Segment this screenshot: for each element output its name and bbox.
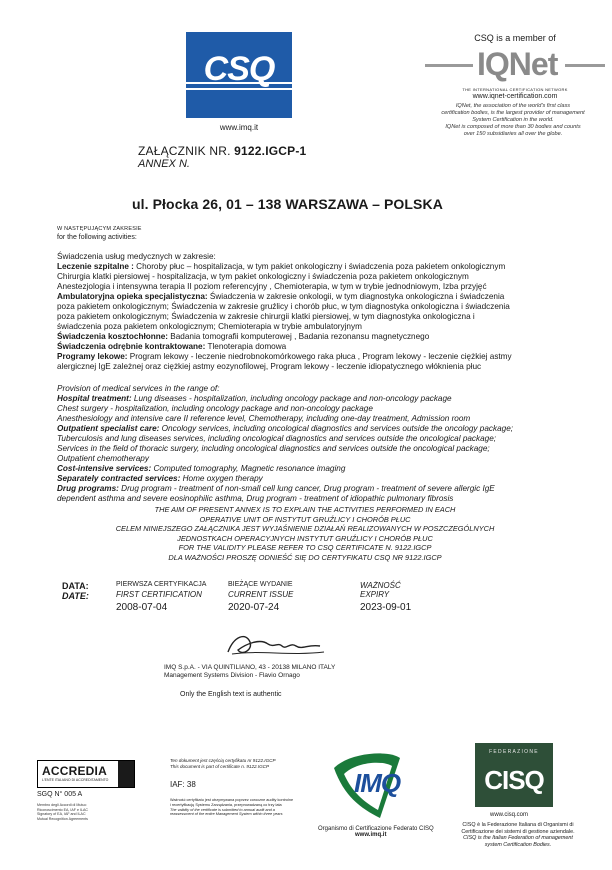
validity-line: Ważność certyfikatu jest utrzymywana poprzez coroczne audity kontrolne (170, 798, 294, 802)
activity-text: alergicznej IgE zależnej oraz ciężkiej astmy eozynofilowej, Program lekowy - leczenie idiopatycznego włóknienia płuc (57, 362, 482, 371)
csq-logo-text: CSQ (203, 50, 275, 88)
expiry-label-pl: WAŻNOŚĆ (360, 581, 401, 590)
csq-logo (186, 32, 292, 118)
validity-line: The validity of the certificate is submitted to annual audit and a (170, 807, 275, 812)
cisq-description (448, 822, 588, 848)
annex-label-pl: ZAŁĄCZNIK NR. (138, 144, 231, 158)
activity-line (57, 292, 557, 302)
activity-line (57, 434, 557, 444)
activity-text: Outpatient chemotherapy (57, 454, 149, 463)
activity-category: Drug programs: (57, 484, 119, 493)
expiry-date: 2023-09-01 (360, 602, 412, 613)
activity-line (57, 384, 557, 394)
activity-category: Separately contracted services: (57, 474, 181, 483)
activity-category: Ambulatoryjna opieka specjalistyczna: (57, 292, 208, 301)
mla-line: Membro degli Accordi di Mutuo (37, 803, 87, 807)
date-label-pl: DATA: (62, 581, 89, 591)
activity-category: Hospital treatment: (57, 394, 132, 403)
statement-line: OPERATIVE UNIT OF INSTYTUT GRUŹLICY I CHORÓB PŁUC (199, 514, 411, 524)
activity-text: Świadczenia w zakresie onkologii, w tym diagnostyka onkologiczna i świadczenia (207, 292, 505, 301)
activity-line (57, 404, 557, 414)
current-issue-date: 2020-07-24 (228, 602, 280, 613)
activity-text: poza pakietem onkologicznym; Świadczenia w zakresie chirurgii klatki piersiowej, w tym diagnostyka onkologiczna i (57, 312, 475, 321)
annex-label-en: ANNEX N. (138, 158, 190, 170)
activity-text: Tlenoterapia domowa (205, 342, 287, 351)
activity-category: Cost-intensive services: (57, 464, 152, 473)
iqnet-logo-text: IQNet (477, 46, 558, 82)
iqnet-desc-line: over 150 subsidiaries all over the globe. (463, 131, 563, 137)
activity-line (57, 322, 557, 332)
doc-note-pl: Ten dokument jest częścią certyfikatu nr 9122.IGCP (170, 758, 276, 763)
activity-category: Świadczenia odrębnie kontraktowane: (57, 342, 206, 351)
iqnet-desc-line: System Certification in the world. (472, 117, 554, 123)
date-label-en: DATE: (62, 591, 89, 601)
activity-text: Services in the field of thoracic surgery, including oncological diagnostics and services outside the oncological package; (57, 444, 490, 453)
iqnet-network: THE INTERNATIONAL CERTIFICATION NETWORK (462, 87, 568, 92)
imq-division: Management Systems Division - Flavio Ornago (164, 672, 300, 679)
mla-text (37, 803, 117, 821)
cisq-url: www.cisq.com (490, 812, 529, 818)
activity-category: Programy lekowe: (57, 352, 128, 361)
authentic-note: Only the English text is authentic (180, 691, 282, 698)
statement-line: DLA WAŻNOŚCI PROSZĘ ODNIEŚĆ SIĘ DO CERTYFIKATU CSQ NR 9122.IGCP (168, 553, 442, 562)
activity-text: Program lekowy - leczenie niedrobnokomórkowego raka płuca , Program lekowy - leczenie ciężkiej astmy (127, 352, 512, 361)
imq-logo-text: IMQ (354, 768, 401, 798)
iqnet-desc-line: certification bodies, is the largest provider of management (441, 110, 585, 116)
validity-line: i recertyfikację Systemu Zarządzania, przeprowadzaną co trzy lata (170, 802, 282, 807)
activity-line (57, 332, 557, 342)
activity-line (57, 262, 557, 272)
activity-line (57, 362, 557, 372)
activity-category: Outpatient specialist care: (57, 424, 160, 433)
activity-text: Badania tomografii komputerowej , Badania rezonansu magnetycznego (168, 332, 430, 341)
cisq-desc-line: CISQ is the Italian Federation of management (463, 835, 573, 842)
activity-text: Anesthesiology and intensive care II reference level, Chemotherapy, including one-day treatment, Admission room (57, 414, 471, 423)
validity-line: reassessment of the entire Management System within three years (170, 812, 283, 817)
activity-category: Świadczenia kosztochłonne: (57, 332, 169, 341)
activity-line (57, 282, 557, 292)
activity-text: Lung diseases - hospitalization, including oncology package and non-oncology package (131, 394, 452, 403)
iqnet-url: www.iqnet-certification.com (472, 93, 558, 100)
activity-text: Computed tomography, Magnetic resonance imaging (151, 464, 346, 473)
document-note (170, 758, 330, 770)
activity-line (57, 352, 557, 362)
first-certification-label-en: FIRST CERTIFICATION (116, 590, 202, 599)
activity-line (57, 272, 557, 282)
cisq-logo-text: CISQ (484, 765, 544, 795)
activity-text: Chirurgia klatki piersiowej - hospitalizacja, w tym pakiet onkologiczny i świadczenia poza pakietem onkologicznym (57, 272, 469, 281)
activity-line (57, 394, 557, 404)
mla-line: Mutual Recognition Agreements (37, 816, 88, 821)
activity-line (57, 484, 557, 494)
current-issue-label-pl: BIEŻĄCE WYDANIE (228, 581, 293, 588)
intro-en: for the following activities: (57, 234, 137, 241)
activity-text: Choroby płuc – hospitalizacja, w tym pakiet onkologiczny i świadczenia poza pakietem onkologicznym (133, 262, 506, 271)
imq-url-footer: www.imq.it (355, 832, 387, 838)
imq-org: Organismo di Certificazione Federato CISQ (318, 826, 434, 832)
imq-logo (330, 748, 440, 822)
accredia-mark-icon (118, 761, 134, 787)
cisq-desc-line: system Certification Bodies. (484, 841, 552, 848)
activity-line (57, 302, 557, 312)
activity-text: Tuberculosis and lung diseases services, including oncological diagnostics and services outside the oncological package; (57, 434, 497, 443)
activity-text: Anestezjologia i intensywna terapia II poziom referencyjny , Chemioterapia, w tym w trybie jednodniowym, Izba przyjęć (57, 282, 487, 291)
accredia-logo (37, 760, 135, 788)
activity-category: Leczenie szpitalne : (57, 262, 134, 271)
iqnet-member-text: CSQ is a member of (474, 33, 556, 43)
imq-address: IMQ S.p.A. - VIA QUINTILIANO, 43 - 20138 MILANO ITALY (164, 664, 336, 671)
cisq-desc-line: Certificazione dei sistemi di gestione aziendale. (461, 828, 575, 835)
annex-number: 9122.IGCP-1 (234, 144, 307, 158)
statement-line: FOR THE VALIDITY PLEASE REFER TO CSQ CERTIFICATE N. 9122.IGCP (178, 543, 432, 553)
accredia-sub: L'ENTE ITALIANO DI ACCREDITAMENTO (42, 778, 109, 782)
annex-title (138, 144, 306, 158)
activity-text: Drug program - treatment of non-small cell lung cancer, Drug program - treatment of severe allergic IgE (118, 484, 495, 493)
activity-line (57, 444, 557, 454)
activity-line (57, 454, 557, 464)
iaf-code: IAF: 38 (170, 780, 196, 789)
activity-line (57, 494, 557, 504)
activity-text: dependent asthma and severe eosinophilic asthma, Drug program - treatment of idiopathic pulmonary fibrosis (57, 494, 454, 503)
cisq-desc-line: CISQ è la Federazione Italiana di Organismi di (462, 822, 574, 828)
current-issue-label-en: CURRENT ISSUE (228, 590, 294, 599)
iqnet-desc-line: IQNet, the association of the world's first class (455, 103, 571, 109)
sgq-number: SGQ N° 005 A (37, 791, 83, 798)
iqnet-desc-line: IQNet is composed of more than 30 bodies and counts (445, 124, 581, 130)
first-certification-label-pl: PIERWSZA CERTYFIKACJA (116, 581, 207, 588)
statement-line: JEDNOSTKACH OPERACYJNYCH INSTYTUT GRUŹLICY I CHORÓB PŁUC (177, 533, 433, 543)
activity-text: Home oxygen therapy (180, 474, 263, 483)
imq-url: www.imq.it (219, 123, 259, 132)
mla-line: Signatory of EA, IAF and ILAC (37, 812, 86, 817)
activity-text: Oncology services, including oncological diagnostics and services outside the oncology package; (159, 424, 514, 433)
accredia-name: ACCREDIA (42, 764, 107, 778)
activity-text: poza pakietem onkologicznym; Świadczenia w zakresie gruźlicy i chorób płuc, w tym diagnostyka onkologiczna i świadczenia (57, 302, 510, 311)
statement-line: CELEM NINIEJSZEGO ZAŁĄCZNIKA JEST WYJAŚNIENIE DZIAŁAŃ REALIZOWANYCH W POSZCZEGÓLNYCH (115, 524, 495, 534)
validity-note (170, 798, 350, 817)
activity-line (57, 424, 557, 434)
intro-pl: W NASTĘPUJĄCYM ZAKRESIE (57, 226, 142, 232)
cisq-federazione: FEDERAZIONE (489, 749, 539, 755)
activity-text: Provision of medical services in the range of: (57, 384, 220, 393)
activity-text: Chest surgery - hospitalization, including oncology package and non-oncology package (57, 404, 373, 413)
signature-image (220, 624, 330, 664)
first-certification-date: 2008-07-04 (116, 602, 168, 613)
activity-text: Świadczenia usług medycznych w zakresie: (57, 252, 216, 261)
activity-line (57, 474, 557, 484)
statement-line: THE AIM OF PRESENT ANNEX IS TO EXPLAIN THE ACTIVITIES PERFORMED IN EACH (154, 505, 456, 514)
activity-line (57, 414, 557, 424)
cisq-logo (475, 743, 553, 807)
site-address: ul. Płocka 26, 01 – 138 WARSZAWA – POLSKA (132, 196, 443, 212)
expiry-label-en: EXPIRY (360, 590, 390, 599)
iqnet-description (418, 103, 608, 138)
activity-line (57, 252, 557, 262)
activity-line (57, 464, 557, 474)
activity-line (57, 342, 557, 352)
activity-text: świadczenia poza pakietem onkologicznym; Chemioterapia w trybie ambulatoryjnym (57, 322, 362, 331)
activity-line (57, 312, 557, 322)
iqnet-logo (425, 46, 605, 86)
doc-note-en: This document is part of certificate n. 9122.IGCP (170, 763, 270, 769)
mla-line: Riconoscimento EA, IAF e ILAC (37, 807, 88, 812)
